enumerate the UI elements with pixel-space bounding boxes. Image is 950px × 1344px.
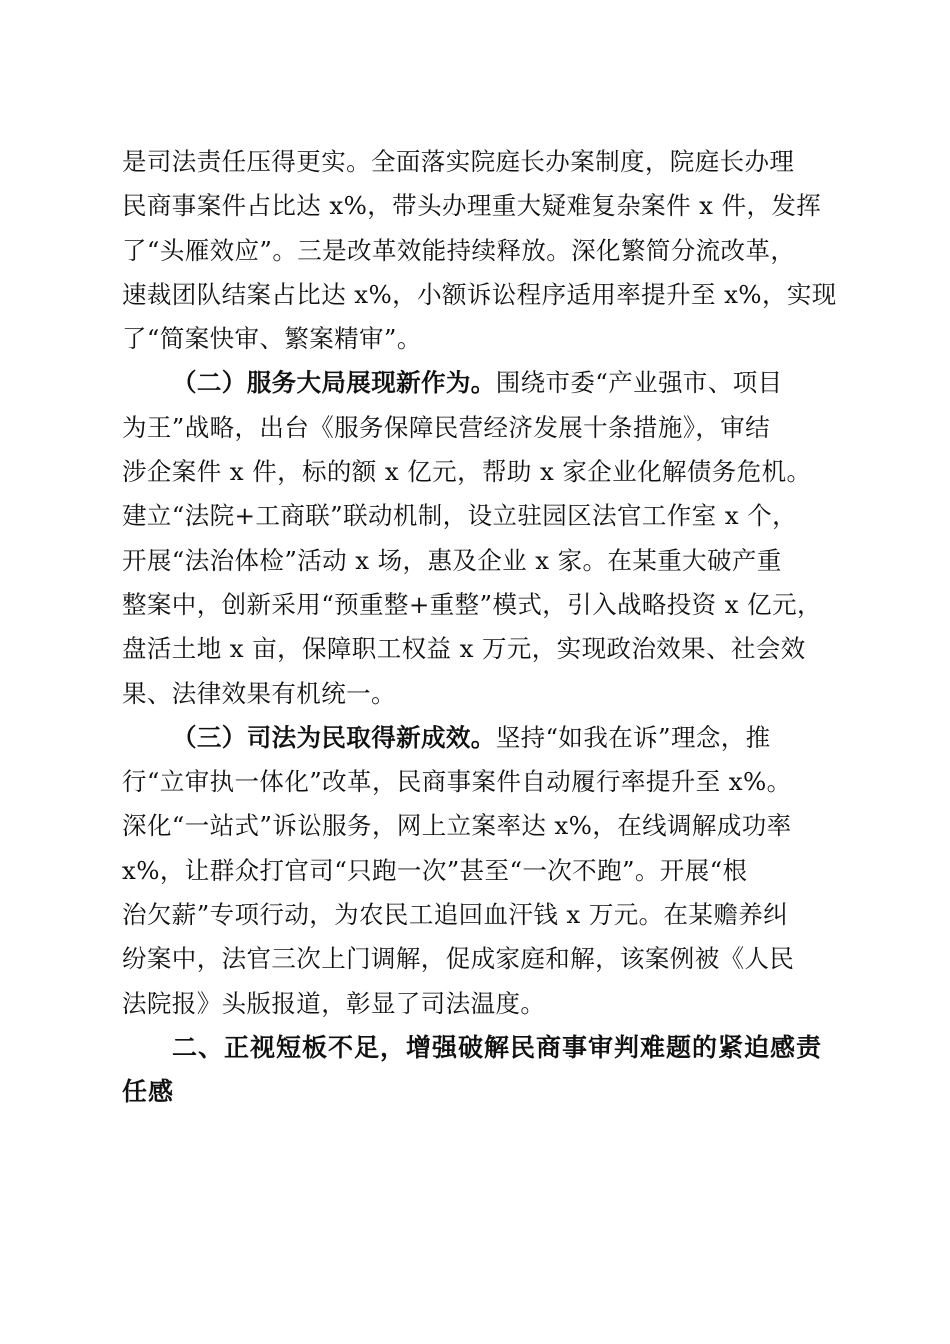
- paragraph-judicial-responsibility: [122, 140, 837, 361]
- text-line: [122, 716, 832, 760]
- text-line: 民商事案件占比达 x%，带头办理重大疑难复杂案件 x 件，发挥: [122, 191, 822, 221]
- text-line: 果、法律效果有机统一。: [122, 678, 396, 708]
- text-line: [122, 361, 832, 405]
- text-span: 坚持“如我在诉”理念，推: [495, 722, 771, 752]
- text-line: 纷案中，法官三次上门调解，促成家庭和解，该案例被《人民: [122, 944, 795, 974]
- text-line: 建立“法院+工商联”联动机制，设立驻园区法官工作室 x 个，: [122, 501, 797, 531]
- text-line: 行“立审执一体化”改革，民商事案件自动履行率提升至 x%。: [122, 767, 792, 797]
- text-line: 了“头雁效应”。三是改革效能持续释放。深化繁简分流改革，: [122, 235, 796, 265]
- text-line: 整案中，创新采用“预重整+重整”模式，引入战略投资 x 亿元，: [122, 589, 822, 619]
- text-line: 盘活土地 x 亩，保障职工权益 x 万元，实现政治效果、社会效: [122, 634, 806, 664]
- paragraph-serve-overall-situation: [122, 361, 832, 715]
- text-line: 涉企案件 x 件，标的额 x 亿元，帮助 x 家企业化解债务危机。: [122, 457, 812, 487]
- text-span: 围绕市委“产业强市、项目: [495, 368, 783, 398]
- text-line: 速裁团队结案占比达 x%，小额诉讼程序适用率提升至 x%，实现: [122, 279, 837, 309]
- text-line: 是司法责任压得更实。全面落实院庭长办案制度，院庭长办理: [122, 147, 795, 176]
- heading-line: 二、正视短板不足，增强破解民商事审判难题的紧迫感责: [172, 1032, 823, 1062]
- text-line: 了“简案快审、繁案精审”。: [122, 324, 422, 354]
- text-line: 治欠薪”专项行动，为农民工追回血汗钱 x 万元。在某赡养纠: [122, 900, 789, 930]
- heading-line: 任感: [122, 1077, 175, 1107]
- text-line: 为王”战略，出台《服务保障民营经济发展十条措施》，审结: [122, 412, 771, 442]
- document-body: [122, 140, 837, 1115]
- text-line: 法院报》头版报道，彰显了司法温度。: [122, 988, 546, 1018]
- paragraph-justice-for-people: [122, 716, 832, 1026]
- section-heading: [122, 1026, 832, 1115]
- text-line: x%，让群众打官司“只跑一次”甚至“一次不跑”。开展“根: [122, 855, 748, 885]
- section-lead: （二）服务大局展现新作为。: [172, 368, 496, 398]
- text-line: 深化“一站式”诉讼服务，网上立案率达 x%，在线调解成功率: [122, 811, 792, 841]
- text-line: 开展“法治体检”活动 x 场，惠及企业 x 家。在某重大破产重: [122, 545, 782, 575]
- section-lead: （三）司法为民取得新成效。: [172, 722, 496, 752]
